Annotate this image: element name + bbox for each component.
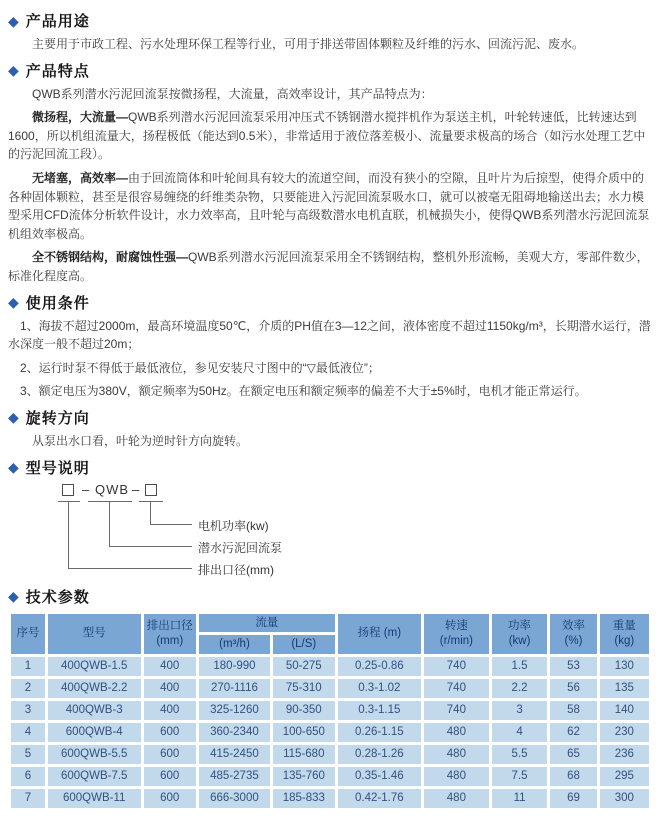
table-row xyxy=(11,701,649,720)
table-cell: 2.2 xyxy=(492,679,548,698)
table-cell: 5.5 xyxy=(492,745,548,764)
table-cell: 0.42-1.76 xyxy=(338,789,421,808)
table-cell: 56 xyxy=(550,679,596,698)
section-title-text: 型号说明 xyxy=(25,459,90,477)
feature-text: 由于回流筒体和叶轮间具有较大的流道空间，而没有狭小的空隙，且叶片为后掠型，使得介质中的各种固体颗粒，甚至是很容易缠绕的纤维类杂物，只要能进入污泥回流泵吸水口，就可以被毫无阻碍地输送出去；水力模型采用CFD流体分析软件设计，水力效率高，且叶轮与高级数潜水电机直联，机械损失小，使得QWB系列潜水污泥回流泵机组效率极高。 xyxy=(8,170,650,241)
table-cell: 180-990 xyxy=(199,657,270,676)
model-label-outlet-diameter: 排出口径(mm) xyxy=(198,562,274,577)
col-header-flow-m3h: (m³/h) xyxy=(199,635,270,654)
table-cell: 400QWB-2.2 xyxy=(48,679,141,698)
table-cell: 130 xyxy=(600,657,649,676)
table-cell: 300 xyxy=(600,789,649,808)
table-cell: 480 xyxy=(424,767,489,786)
table-cell: 480 xyxy=(424,723,489,742)
feature-item xyxy=(8,248,652,285)
table-cell: 5 xyxy=(11,745,45,764)
col-header-power xyxy=(492,614,548,655)
connector-line xyxy=(150,502,151,524)
features-intro: QWB系列潜水污泥回流泵按微扬程，大流量，高效率设计，其产品特点为： xyxy=(32,86,433,101)
table-cell: 140 xyxy=(600,701,649,720)
underline xyxy=(139,501,163,502)
table-cell: 0.26-1.15 xyxy=(338,723,421,742)
table-cell: 7.5 xyxy=(492,767,548,786)
model-label-pump-type: 潜水污泥回流泵 xyxy=(198,540,283,555)
table-cell: 135 xyxy=(600,679,649,698)
table-cell: 400 xyxy=(144,657,196,676)
feature-item xyxy=(8,169,652,243)
table-cell: 600QWB-11 xyxy=(48,789,141,808)
model-series-code: QWB xyxy=(95,481,130,497)
table-cell: 740 xyxy=(424,701,489,720)
header-line: (kw) xyxy=(508,634,531,647)
section-title-model xyxy=(8,457,652,478)
table-cell: 600 xyxy=(144,723,196,742)
table-cell: 0.3-1.15 xyxy=(338,701,421,720)
table-cell: 600 xyxy=(144,745,196,764)
underline xyxy=(88,501,132,502)
section-title-text: 旋转方向 xyxy=(25,409,90,427)
header-line: (%) xyxy=(564,634,583,647)
table-cell: 185-833 xyxy=(273,789,335,808)
diamond-bullet-icon: ◆ xyxy=(8,62,19,79)
condition-item: 2、运行时泵不得低于最低液位，参见安装尺寸图中的“▽最低液位”； xyxy=(20,360,380,375)
col-header-speed xyxy=(424,614,489,655)
table-cell: 69 xyxy=(550,789,596,808)
connector-line xyxy=(109,546,192,547)
model-placeholder-box-icon xyxy=(62,484,74,496)
diamond-bullet-icon: ◆ xyxy=(8,409,19,426)
feature-lead: 全不锈钢结构，耐腐蚀性强— xyxy=(32,250,189,265)
table-cell: 62 xyxy=(550,723,596,742)
table-row xyxy=(11,657,649,676)
header-line: 效率 xyxy=(561,620,585,632)
header-line: 重量 xyxy=(612,620,636,632)
col-header-head: 扬程 (m) xyxy=(338,614,421,655)
feature-lead: 微扬程，大流量— xyxy=(32,110,129,125)
section-title-text: 产品用途 xyxy=(25,13,90,30)
table-cell: 3 xyxy=(492,701,548,720)
table-cell: 6 xyxy=(11,767,45,786)
table-cell: 600QWB-5.5 xyxy=(48,745,141,764)
table-cell: 65 xyxy=(550,745,596,764)
col-header-outlet xyxy=(144,614,196,655)
table-cell: 0.3-1.02 xyxy=(338,679,421,698)
header-line: 转速 xyxy=(444,620,468,632)
table-cell: 666-3000 xyxy=(199,789,270,808)
specs-table xyxy=(8,611,652,811)
header-line: 功率 xyxy=(508,620,532,632)
table-cell: 100-650 xyxy=(273,723,335,742)
connector-line xyxy=(150,524,192,525)
table-cell: 135-760 xyxy=(273,767,335,786)
diamond-bullet-icon: ◆ xyxy=(8,459,19,475)
table-cell: 58 xyxy=(550,701,596,720)
table-cell: 360-2340 xyxy=(199,723,270,742)
table-cell: 1 xyxy=(11,657,45,676)
model-placeholder-box-icon xyxy=(145,484,157,496)
table-cell: 0.25-0.86 xyxy=(338,657,421,676)
header-line: (mm) xyxy=(156,634,184,647)
table-cell: 270-1116 xyxy=(199,679,270,698)
table-cell: 236 xyxy=(600,745,649,764)
table-row xyxy=(11,723,649,742)
header-line: (kg) xyxy=(614,634,635,647)
table-cell: 230 xyxy=(600,723,649,742)
table-cell: 11 xyxy=(492,789,548,808)
section-title-text: 技术参数 xyxy=(25,588,90,606)
header-line: (r/min) xyxy=(439,634,473,647)
table-cell: 480 xyxy=(424,745,489,764)
connector-line xyxy=(68,568,192,569)
table-cell: 400 xyxy=(144,679,196,698)
table-cell: 485-2735 xyxy=(199,767,270,786)
connector-line xyxy=(109,502,110,546)
table-cell: 600QWB-4 xyxy=(48,723,141,742)
specs-table-container xyxy=(8,611,652,811)
table-cell: 600 xyxy=(144,767,196,786)
model-label-motor-power: 电机功率(kw) xyxy=(198,518,269,533)
section-title-rotation xyxy=(8,407,652,428)
table-cell: 90-350 xyxy=(273,701,335,720)
feature-lead: 无堵塞，高效率— xyxy=(32,170,129,185)
table-row xyxy=(11,767,649,786)
model-dash: – xyxy=(132,481,140,497)
table-cell: 325-1260 xyxy=(199,701,270,720)
section-title-conditions xyxy=(8,292,652,313)
section-title-specs xyxy=(8,586,652,607)
section-title-usage xyxy=(8,10,652,31)
table-cell: 53 xyxy=(550,657,596,676)
table-cell: 0.28-1.26 xyxy=(338,745,421,764)
table-cell: 740 xyxy=(424,679,489,698)
table-cell: 115-680 xyxy=(273,745,335,764)
table-cell: 295 xyxy=(600,767,649,786)
diamond-bullet-icon: ◆ xyxy=(8,12,19,29)
table-cell: 2 xyxy=(11,679,45,698)
section-title-text: 使用条件 xyxy=(25,294,90,312)
table-cell: 68 xyxy=(550,767,596,786)
feature-text: QWB系列潜水污泥回流泵采用全不锈钢结构，整机外形流畅，美观大方，零部件数少，标准化程度高。 xyxy=(8,250,649,283)
table-cell: 600QWB-7.5 xyxy=(48,767,141,786)
table-cell: 4 xyxy=(11,723,45,742)
table-cell: 1.5 xyxy=(492,657,548,676)
table-cell: 400QWB-1.5 xyxy=(48,657,141,676)
feature-text: QWB系列潜水污泥回流泵采用冲压式不锈钢潜水搅拌机作为泵送主机，叶轮转速低，比转速达到1600，所以机组流量大，扬程极低（能达到0.5米），非常适用于液位落差极小、流量要求极高的场合（如污水处理工艺中的污泥回流工段）。 xyxy=(8,110,646,162)
model-code-diagram xyxy=(32,482,652,580)
underline xyxy=(58,501,80,502)
table-cell: 480 xyxy=(424,789,489,808)
header-line: 排出口径 xyxy=(146,620,193,632)
connector-line xyxy=(68,502,69,568)
table-cell: 3 xyxy=(11,701,45,720)
condition-item: 1、海拔不超过2000m，最高环境温度50℃，介质的PH值在3—12之间，液体密度不超过1150kg/m³，长期潜水运行，潜水深度一般不超过20m； xyxy=(8,318,651,352)
table-cell: 400 xyxy=(144,701,196,720)
table-cell: 0.35-1.46 xyxy=(338,767,421,786)
model-dash: – xyxy=(82,481,90,497)
col-header-flow-group: 流量 xyxy=(199,614,335,633)
table-cell: 400QWB-3 xyxy=(48,701,141,720)
rotation-paragraph: 从泵出水口看，叶轮为逆时针方向旋转。 xyxy=(32,433,249,448)
section-title-text: 产品特点 xyxy=(25,62,90,80)
table-cell: 50-275 xyxy=(273,657,335,676)
table-cell: 415-2450 xyxy=(199,745,270,764)
condition-item: 3、额定电压为380V，额定频率为50Hz。在额定电压和额定频率的偏差不大于±5%时，电机才能正常运行。 xyxy=(20,384,587,399)
col-header-flow-ls: (L/S) xyxy=(273,635,335,654)
diamond-bullet-icon: ◆ xyxy=(8,294,19,311)
table-cell: 75-310 xyxy=(273,679,335,698)
table-cell: 600 xyxy=(144,789,196,808)
table-header-row xyxy=(11,614,649,633)
col-header-index: 序号 xyxy=(11,614,45,655)
col-header-weight xyxy=(600,614,649,655)
diamond-bullet-icon: ◆ xyxy=(8,588,19,604)
table-row xyxy=(11,745,649,764)
table-row xyxy=(11,789,649,808)
usage-paragraph: 主要用于市政工程、污水处理环保工程等行业，可用于排送带固体颗粒及纤维的污水、回流污泥、废水。 xyxy=(32,37,585,51)
col-header-efficiency xyxy=(550,614,596,655)
table-cell: 4 xyxy=(492,723,548,742)
table-cell: 740 xyxy=(424,657,489,676)
section-title-features xyxy=(8,60,652,81)
table-row xyxy=(11,679,649,698)
col-header-model: 型号 xyxy=(48,614,141,655)
table-cell: 7 xyxy=(11,789,45,808)
feature-item xyxy=(8,108,652,164)
